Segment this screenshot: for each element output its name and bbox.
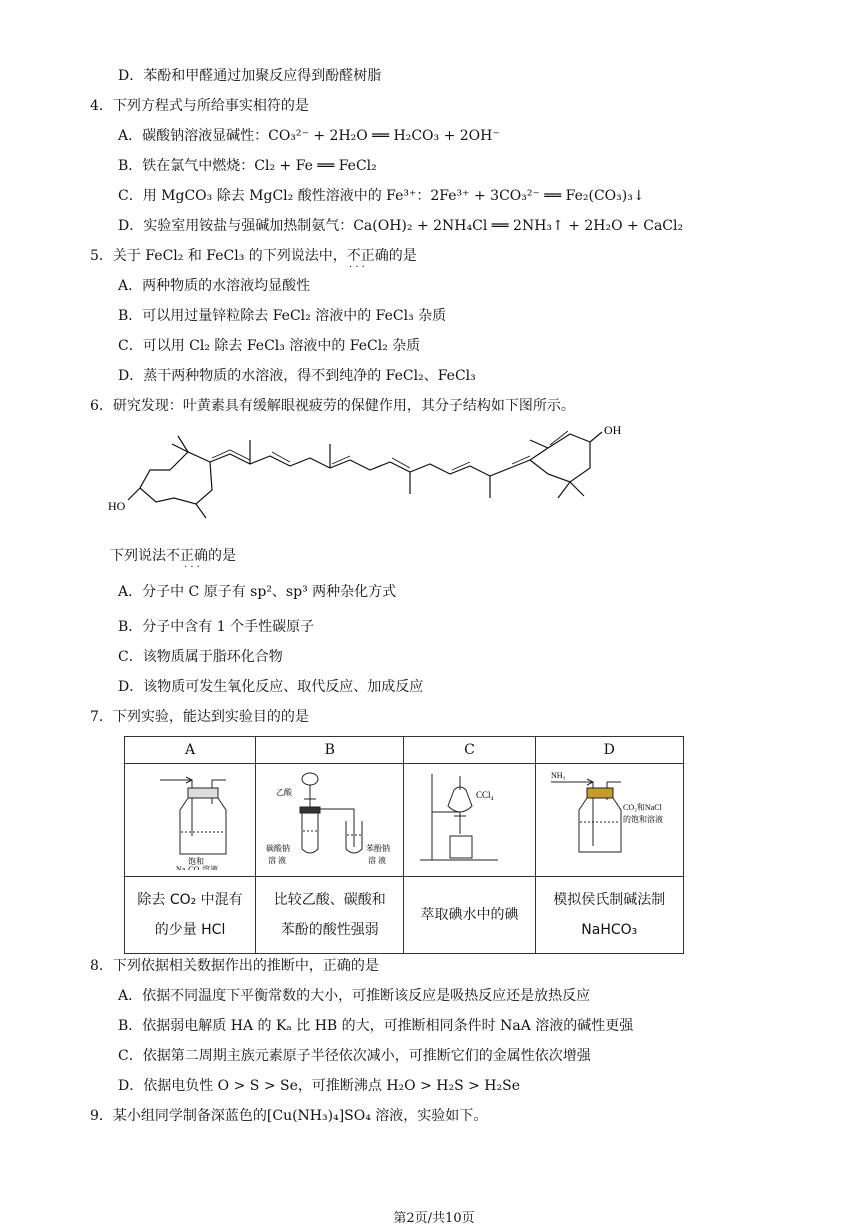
q8-stem: 8．下列依据相关数据作出的推断中，正确的是: [90, 958, 379, 974]
hydroxyl-label-left: HO: [108, 499, 126, 513]
table-description-row: [125, 877, 684, 954]
label-a-reagent: 饱和: [188, 857, 205, 866]
header-a: A: [125, 737, 256, 764]
experiment-table: [124, 736, 684, 954]
label-a-solution: Na₂CO₃溶液: [176, 865, 219, 870]
gas-washing-bottle-figure: [130, 766, 250, 870]
desc-d: 模拟侯氏制碱法制 NaHCO₃: [535, 877, 683, 954]
label-b-right1: 苯酚钠: [365, 844, 390, 853]
header-c: C: [404, 737, 535, 764]
lutein-structure-diagram: [100, 418, 640, 528]
q8-option-b: B．依据弱电解质 HA 的 Kₐ 比 HB 的大，可推断相同条件时 NaA 溶液的碱性更强: [118, 1018, 634, 1034]
label-b-acid: 乙酸: [275, 788, 292, 797]
q9-stem: 9．某小组同学制备深蓝色的[Cu(NH₃)₄]SO₄ 溶液，实验如下。: [90, 1108, 488, 1124]
label-d-sol2: 的饱和溶液: [623, 815, 664, 824]
label-d-gas: NH₃: [551, 771, 566, 780]
q5-stem: 5．关于 FeCl₂ 和 FeCl₃ 的下列说法中，不正确的是: [90, 248, 417, 264]
q3-option-d: D．苯酚和甲醛通过加聚反应得到酚醛树脂: [118, 68, 382, 84]
q6-option-d: D．该物质可发生氧化反应、取代反应、加成反应: [118, 679, 424, 695]
q6-sub-stem: 下列说法不正确的是: [110, 548, 236, 564]
emphasis-dots: · · ·: [184, 562, 200, 573]
q6-option-a: A．分子中 C 原子有 sp²、sp³ 两种杂化方式: [118, 584, 397, 600]
q5-option-d: D．蒸干两种物质的水溶液，得不到纯净的 FeCl₂、FeCl₃: [118, 368, 476, 384]
page-number: 第2页/共10页: [393, 1211, 475, 1226]
q4-stem: 4．下列方程式与所给事实相符的是: [90, 98, 309, 114]
q5-option-c: C．可以用 Cl₂ 除去 FeCl₃ 溶液中的 FeCl₂ 杂质: [118, 338, 421, 354]
hydroxyl-label-right: OH: [604, 423, 622, 437]
separatory-funnel-figure: [410, 766, 530, 870]
label-c-reagent: CCl₄: [475, 790, 494, 800]
table-figure-row: [125, 764, 684, 877]
apparatus-b: [256, 764, 404, 877]
q8-option-a: A．依据不同温度下平衡常数的大小，可推断该反应是吸热反应还是放热反应: [118, 988, 591, 1004]
label-b-left1: 碳酸钠: [265, 844, 290, 853]
q4-option-c: C．用 MgCO₃ 除去 MgCl₂ 酸性溶液中的 Fe³⁺：2Fe³⁺ + 3CO₃²⁻ ══ Fe₂(CO₃)₃↓: [118, 188, 645, 204]
q6-stem: 6．研究发现：叶黄素具有缓解眼视疲劳的保健作用，其分子结构如下图所示。: [90, 398, 575, 414]
apparatus-d: [535, 764, 683, 877]
q4-option-a: A．碳酸钠溶液显碱性：CO₃²⁻ + 2H₂O ══ H₂CO₃ + 2OH⁻: [118, 128, 500, 144]
acid-comparison-figure: [262, 765, 398, 871]
label-b-right2: 溶 液: [367, 856, 386, 865]
apparatus-a: [125, 764, 256, 877]
table-header-row: [125, 737, 684, 764]
header-d: D: [535, 737, 683, 764]
q7-stem: 7．下列实验，能达到实验目的的是: [90, 709, 309, 725]
q4-option-d: D．实验室用铵盐与强碱加热制氨气：Ca(OH)₂ + 2NH₄Cl ══ 2NH₃↑ + 2H₂O + CaCl₂: [118, 218, 684, 234]
header-b: B: [256, 737, 404, 764]
q6-option-c: C．该物质属于脂环化合物: [118, 649, 283, 665]
desc-a: 除去 CO₂ 中混有 的少量 HCl: [125, 877, 256, 954]
q5-option-a: A．两种物质的水溶液均显酸性: [118, 278, 311, 294]
q8-option-c: C．依据第二周期主族元素原子半径依次减小，可推断它们的金属性依次增强: [118, 1048, 591, 1064]
label-b-left2: 溶 液: [267, 856, 286, 865]
hou-process-figure: [541, 766, 677, 870]
q6-option-b: B．分子中含有 1 个手性碳原子: [118, 619, 315, 635]
q4-option-b: B．铁在氯气中燃烧：Cl₂ + Fe ══ FeCl₂: [118, 158, 377, 174]
q5-option-b: B．可以用过量锌粒除去 FeCl₂ 溶液中的 FeCl₃ 杂质: [118, 308, 447, 324]
desc-c: 萃取碘水中的碘: [404, 877, 535, 954]
label-d-sol1: CO₂和NaCl: [623, 803, 663, 812]
emphasis-dots: · · ·: [349, 262, 365, 273]
desc-b: 比较乙酸、碳酸和 苯酚的酸性强弱: [256, 877, 404, 954]
q8-option-d: D．依据电负性 O > S > Se，可推断沸点 H₂O > H₂S > H₂Se: [118, 1078, 521, 1094]
apparatus-c: [404, 764, 535, 877]
